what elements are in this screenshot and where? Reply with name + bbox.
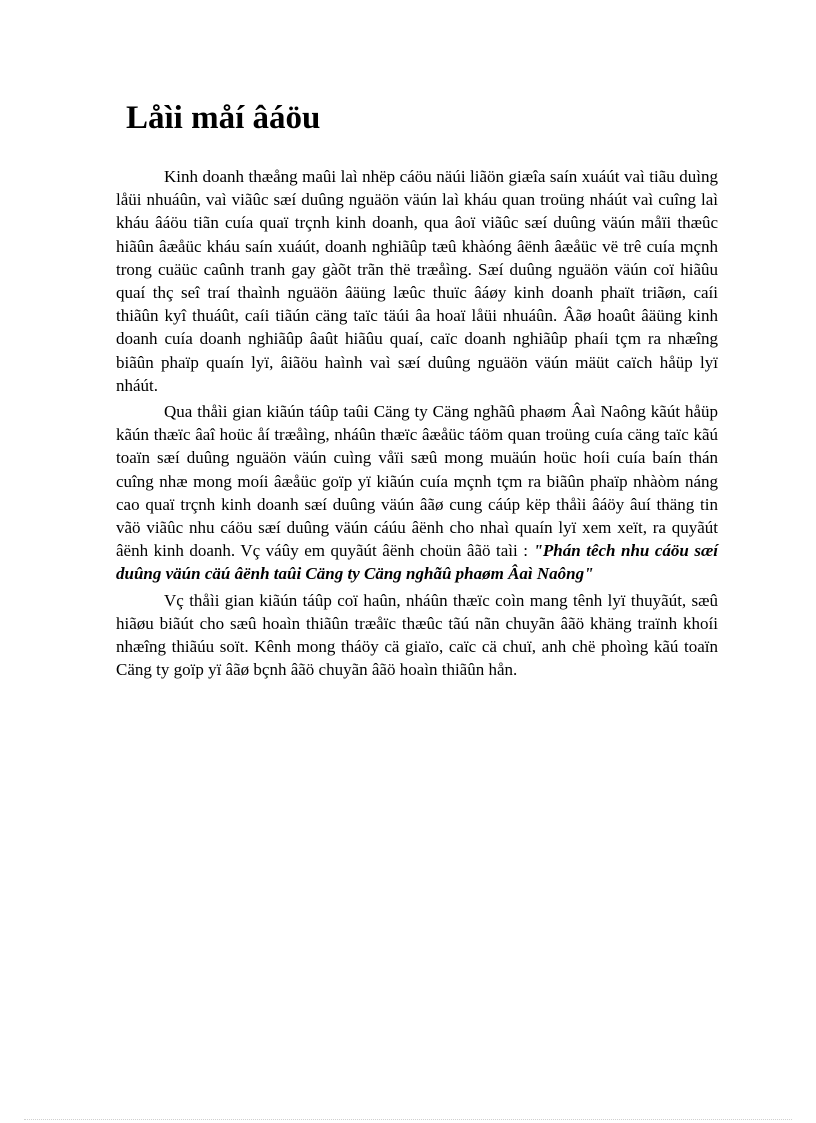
paragraph-2 [116,400,718,586]
paragraph-1-text: Kinh doanh thæång maûi laì nhëp cáöu näúi liãön giæîa saín xuáút vaì tiãu duìng låüi nhuáûn, vaì viãûc sæí duûng nguäön väún laì kháu quan troüng nháút vaì cuîng laì kháu âáöu tiãn cuía quaï trçnh kinh doanh, qua âoï viãûc sæí duûng väún måïi thæûc hiãûn âæåüc kháu saín xuáút, doanh nghiãûp tæû khàóng âënh âæåüc vë trê cuía mçnh trong cuäüc caûnh tranh gay gàõt trãn thë træåìng. Sæí duûng nguäön väún coï hiãûu quaí thç seî traí thaình nguäön âäüng læûc thuïc âáøy kinh doanh phaït triãøn, caíi thiãûn kyî thuáût, caíi tiãún cäng taïc täúi âa hoaï låüi nhuáûn. Âãø hoaût âäüng kinh doanh cuía doanh nghiãûp âaût hiãûu quaí, caïc doanh nghiãûp phaíi tçm ra nhæîng biãûn phaïp quaín lyï, âiãöu haình vaì sæí duûng nguäön väún mäüt caïch håüp lyï nháút. [116,167,718,395]
paragraph-3-text: Vç thåìi gian kiãún táûp coï haûn, nháûn thæïc coìn mang tênh lyï thuyãút, sæû hiãøu biãút cho sæû hoaìn thiãûn træåïc thæûc tãú nãn chuyãn âãö khäng traïnh khoíi nhæîng thiãúu soït. Kênh mong tháöy cä giaïo, caïc cä chuï, anh chë phoìng kãú toaïn Cäng ty goïp yï âãø bçnh âãö chuyãn âãö hoaìn thiãûn hån. [116,590,718,680]
thesis-topic-title: "Phán têch nhu cáöu sæí duûng väún cäú âënh taûi Cäng ty Cäng nghãû phaøm Âaì Naông" [116,541,718,584]
paragraph-1 [116,165,718,397]
paragraph-2-text: Qua thåìi gian kiãún táûp taûi Cäng ty Cäng nghãû phaøm Âaì Naông kãút håüp kãún thæïc âaî hoüc åí træåìng, nháûn thæïc âæåüc táöm quan troüng cuía cäng taïc kãú toaïn sæí duûng nguäön väún cuìng våïi sæû mong muäún hoüc hoíi cuía baín thán cuîng nhæ mong moíi âæåüc goïp yï kiãún cuía mçnh tçm ra biãûn phaïp nhàòm náng cao quaï trçnh kinh doanh sæí duûng väún âãø cung cáúp këp thåìi âáöy âuí thäng tin vãö viãûc nhu cáöu sæí duûng väún cáúu âënh cho nhaì quaín lyï xem xeït, ra quyãút âënh kinh doanh. Vç váûy em quyãút âënh choün âãö taìi : [116,402,718,561]
page-title: Låìi måí âáöu [126,100,321,136]
page-bottom-divider [24,1119,792,1120]
paragraph-3 [116,589,718,682]
body-text [116,165,718,681]
